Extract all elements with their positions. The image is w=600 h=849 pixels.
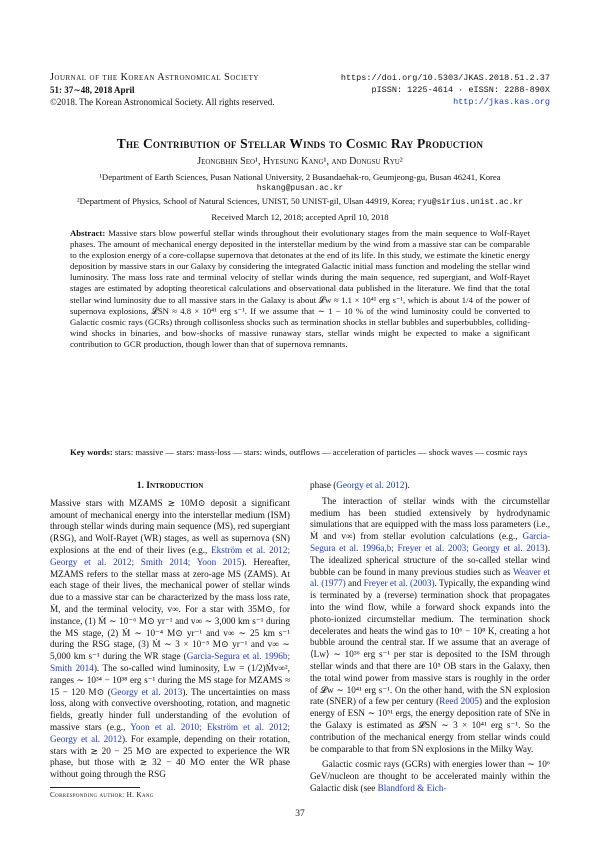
text-run: phase ( xyxy=(310,480,337,490)
affiliation-2-text: ²Department of Physics, School of Natural Sciences, UNIST, 50 UNIST-gil, Ulsan 44919, Korea; xyxy=(76,196,416,206)
copyright-line: ©2018. The Korean Astronomical Society. All rights reserved. xyxy=(50,97,275,107)
citation-link[interactable]: Yoon et al. 2010; Ekström et al. 2012; Georgy et al. 2012 xyxy=(50,721,290,744)
journal-site-link[interactable]: http://jkas.kas.org xyxy=(453,97,550,107)
keywords xyxy=(70,447,530,458)
text-run: ). xyxy=(404,480,410,490)
intro-paragraph-3 xyxy=(310,759,550,794)
journal-header xyxy=(50,72,275,108)
text-run: ). The so-called wind luminosity, Lw = (1/2)Ṁv∞², ranges ∼ 10³⁴ − 10³⁸ erg s⁻¹ during the MS stage for MZAMS ≈ 15 − 120 M⊙ ( xyxy=(50,662,290,697)
keywords-label: Key words: xyxy=(70,447,113,457)
intro-paragraph-1-cont xyxy=(310,480,550,492)
citation-link[interactable]: Garcia-Segura et al. 1996a,b; Freyer et al. 2003; Georgy et al. 2013 xyxy=(310,531,550,553)
footnote-rule xyxy=(50,787,140,788)
author-list: Jeongbhin Seo¹, Hyesung Kang¹, and Dongsu Ryu² xyxy=(197,156,403,167)
citation-link[interactable]: Reed 2005 xyxy=(439,696,480,707)
issn-line: pISSN: 1225-4614 · eISSN: 2288-890X xyxy=(371,85,550,95)
text-run: ). Hereafter, MZAMS refers to the stellar mass at zero-age MS (ZAMS). At each stage of their lives, the mechanical power of stellar winds due to a massive star can be characterized by the mass loss rate, Ṁ, and the terminal velocity, v∞. For a star with 35M⊙, for instance, (1) Ṁ ∼ 10⁻⁶ M⊙ yr⁻¹ and v∞ ∼ 3,000 km s⁻¹ during the MS stage, (2) Ṁ ∼ 10⁻⁴ M⊙ yr⁻¹ and v∞ ∼ 25 km s⁻¹ during the RSG stage, (3) Ṁ ∼ 3 × 10⁻⁵ M⊙ yr⁻¹ and v∞ ∼ 5,000 km s⁻¹ during the WR stage ( xyxy=(50,556,290,662)
text-run: Massive stars with MZAMS ≳ 10M⊙ deposit a significant amount of mechanical energy into the interstellar medium (ISM) through stellar winds during main sequence (MS), red supergiant (RSG), and Wolf-Rayet (WR) stages, as well as supernova (SN) explosions at the end of their lives (e.g., xyxy=(50,497,290,555)
text-run: The interaction of stellar winds with the circumstellar medium has been studied extensively by hydrodynamic simulations that are equipped with the mass loss parameters (i.e., Ṁ and v∞) from stellar evolution calculations (e.g., xyxy=(310,495,550,542)
corresponding-author-note: Corresponding author: H. Kang xyxy=(50,790,154,799)
doi-link[interactable]: https://doi.org/10.5303/JKAS.2018.51.2.37 xyxy=(340,73,550,83)
text-run: . Typically, the expanding wind is terminated by a (reverse) termination shock that propagates into the wind flow, while a forward shock expands into the photo-ionized circumstellar medium. The termination shock decelerates and heats the wind gas to 10⁶ − 10⁸ K, creating a hot bubble around the central star. If we assume that an average of ⟨Lw⟩ ∼ 10³⁶ erg s⁻¹ per star is deposited to the ISM through stellar winds and that there are 10⁵ OB stars in the Galaxy, then the total wind power from massive stars is roughly in the order of 𝓛w ∼ 10⁴¹ erg s⁻¹. On the other hand, with the SN explosion rate (SNER) of a few per century ( xyxy=(310,578,551,707)
citation-link[interactable]: Blandford & Eich- xyxy=(377,782,447,793)
citation-link[interactable]: Weaver et al. (1977) xyxy=(310,566,550,589)
doi-header xyxy=(341,72,550,108)
journal-name: Journal of the Korean Astronomical Society xyxy=(50,72,259,83)
text-run: and xyxy=(345,578,364,589)
affiliation-1 xyxy=(0,172,600,194)
left-column xyxy=(50,480,290,785)
affiliation-1-email[interactable]: hskang@pusan.ac.kr xyxy=(256,184,344,193)
text-run: ). For example, depending on their rotation, stars with ≳ 20 − 25 M⊙ are expected to experience the WR phase, but those with ≳ 32 − 40 M⊙ enter the WR phase without going through the RSG xyxy=(50,733,290,780)
intro-paragraph-1 xyxy=(50,498,290,781)
abstract-label: Abstract: xyxy=(70,228,106,238)
section-heading: 1. Introduction xyxy=(136,480,204,491)
text-run: ) and the explosion energy of ESN ∼ 10⁵¹ ergs, the energy deposition rate of SNe in the Galaxy is estimated as 𝓛SN ∼ 3 × 10⁴¹ erg s⁻¹. So the contribution of the mechanical energy from stellar winds could be comparable to that from SN explosions in the Milky Way. xyxy=(310,696,550,754)
right-column xyxy=(310,480,550,799)
abstract-text: Massive stars blow powerful stellar winds throughout their evolutionary stages from the main sequence to Wolf-Rayet phases. The amount of mechanical energy deposited in the interstellar medium by the wind from a massive star can be comparable to the explosion energy of a core-collapse supernova that detonates at the end of its life. In this study, we estimate the kinetic energy deposition by massive stars in our Galaxy by considering the integrated Galactic initial mass function and modeling the stellar wind luminosity. The mass loss rate and terminal velocity of stellar winds during the main sequence, red supergiant, and Wolf-Rayet stages are estimated by adopting theoretical calculations and observational data published in the literature. We find that the total stellar wind luminosity due to all massive stars in the Galaxy is about 𝓛w ≈ 1.1 × 10⁴¹ erg s⁻¹, which is about 1/4 of the power of supernova explosions, 𝓛SN ≈ 4.8 × 10⁴¹ erg s⁻¹. If we assume that ∼ 1 − 10 % of the wind luminosity could be converted to Galactic cosmic rays (GCRs) through collisonless shocks such as termination shocks in stellar bubbles and superbubbles, colliding-wind shocks in binaries, and bow-shocks of massive runaway stars, stellar winds might be expected to make a significant contribution to GCR production, though lower than that of supernova remnants. xyxy=(70,228,531,349)
affiliation-2-email[interactable]: ryu@sirius.unist.ac.kr xyxy=(417,198,524,207)
page-number: 37 xyxy=(295,809,305,819)
affiliation-2 xyxy=(0,196,600,208)
received-dates: Received March 12, 2018; accepted April 10, 2018 xyxy=(211,212,389,222)
citation-link[interactable]: Freyer et al. (2003) xyxy=(363,578,435,589)
text-run: ). The uncertainties on mass loss, along with convective overshooting, rotation, and magnetic fields, greatly hinder full understanding of the evolution of massive stars (e.g., xyxy=(50,686,290,732)
volume-line: 51: 37∼48, 2018 April xyxy=(50,85,135,95)
citation-link[interactable]: Georgy et al. 2012 xyxy=(336,480,405,490)
citation-link[interactable]: Garcia-Segura et al. 1996b; Smith 2014 xyxy=(50,651,290,673)
text-run: ). The idealized spherical structure of the so-called stellar wind bubble can be found in many previous studies such as xyxy=(310,542,550,577)
text-run: Galactic cosmic rays (GCRs) with energies lower than ∼ 10⁶ GeV/nucleon are thought to be accelerated mainly within the Galactic disk (see xyxy=(310,759,550,793)
citation-link[interactable]: Georgy et al. 2013 xyxy=(110,686,183,697)
intro-paragraph-2 xyxy=(310,496,550,756)
keywords-text: stars: massive — stars: mass-loss — stars: winds, outflows — acceleration of particles — shock waves — cosmic rays xyxy=(114,447,528,457)
citation-link[interactable]: Ekström et al. 2012; Georgy et al. 2012; Smith 2014; Yoon 2015 xyxy=(50,544,290,567)
abstract xyxy=(70,228,530,350)
affiliation-1-text: ¹Department of Earth Sciences, Pusan National University, 2 Busandaehak-ro, Geumjeong-gu, Busan 46241, Korea xyxy=(99,172,501,182)
paper-title: The Contribution of Stellar Winds to Cosmic Ray Production xyxy=(116,136,484,151)
